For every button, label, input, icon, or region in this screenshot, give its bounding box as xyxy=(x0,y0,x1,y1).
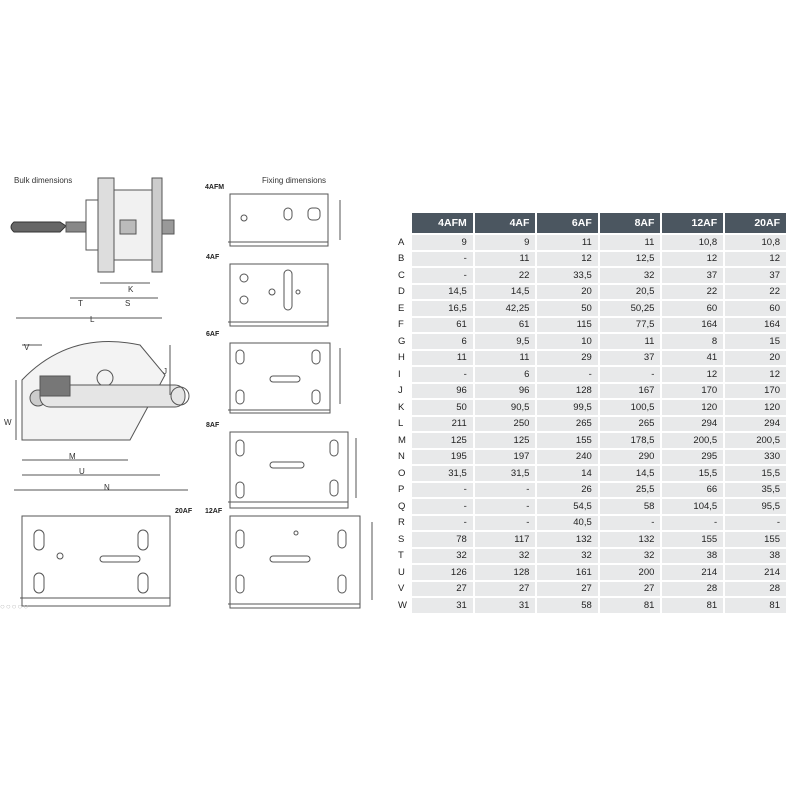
row-label: R xyxy=(398,517,405,529)
table-row xyxy=(390,285,786,300)
table-cell: 27 xyxy=(537,582,597,597)
table-cell: 38 xyxy=(725,549,786,564)
table-row xyxy=(390,235,786,250)
table-cell: 35,5 xyxy=(725,483,786,498)
dim-letter-w: W xyxy=(4,418,12,427)
table-cell: 90,5 xyxy=(475,400,536,415)
fixing-plate-8af xyxy=(228,432,356,508)
table-cell: 96 xyxy=(412,384,473,399)
table-row xyxy=(390,565,786,580)
table-cell: 11 xyxy=(475,351,536,366)
dim-letter-k: K xyxy=(128,285,134,294)
row-label: D xyxy=(398,286,405,298)
column-header: 8AF xyxy=(600,213,661,233)
table-cell: 200 xyxy=(600,565,661,580)
table-cell: 125 xyxy=(475,433,536,448)
table-row xyxy=(390,433,786,448)
table-cell: 14,5 xyxy=(412,285,473,300)
table-cell: 9 xyxy=(412,235,473,250)
row-label: E xyxy=(398,302,405,314)
dim-letter-u: U xyxy=(79,467,85,476)
column-header: 12AF xyxy=(662,213,723,233)
table-cell: 14,5 xyxy=(600,466,661,481)
fixing-plate-4afm xyxy=(228,194,340,246)
dim-letter-t: T xyxy=(78,299,83,308)
table-cell: 32 xyxy=(600,549,661,564)
table-cell: 12 xyxy=(725,252,786,267)
table-cell: 200,5 xyxy=(662,433,723,448)
model-tag-6af: 6AF xyxy=(206,331,220,338)
bulk-dimensions-label: Bulk dimensions xyxy=(14,176,73,185)
table-cell: 22 xyxy=(475,268,536,283)
table-cell: 214 xyxy=(725,565,786,580)
table-row xyxy=(390,516,786,531)
table-cell: 11 xyxy=(537,235,597,250)
dim-letter-n: N xyxy=(104,483,110,492)
table-cell: - xyxy=(600,516,661,531)
table-cell: 155 xyxy=(537,433,597,448)
table-cell: 265 xyxy=(537,417,597,432)
table-cell: 170 xyxy=(725,384,786,399)
table-row xyxy=(390,268,786,283)
model-tag-20af: 20AF xyxy=(175,508,193,515)
table-cell: 58 xyxy=(600,499,661,514)
table-cell: 15,5 xyxy=(725,466,786,481)
table-cell: 99,5 xyxy=(537,400,597,415)
table-cell: 132 xyxy=(537,532,597,547)
table-cell: 117 xyxy=(475,532,536,547)
table-cell: 100,5 xyxy=(600,400,661,415)
table-row xyxy=(390,301,786,316)
table-row xyxy=(390,466,786,481)
table-row xyxy=(390,417,786,432)
row-label: V xyxy=(398,583,405,595)
table-row xyxy=(390,351,786,366)
table-cell: 58 xyxy=(537,598,597,613)
table-cell: 128 xyxy=(537,384,597,399)
row-label: K xyxy=(398,401,405,413)
table-cell: 11 xyxy=(475,252,536,267)
table-cell: 22 xyxy=(662,285,723,300)
table-cell: 37 xyxy=(662,268,723,283)
table-cell: - xyxy=(600,367,661,382)
table-cell: 170 xyxy=(662,384,723,399)
table-cell: 32 xyxy=(475,549,536,564)
table-cell: 96 xyxy=(475,384,536,399)
table-cell: - xyxy=(475,483,536,498)
column-header: 20AF xyxy=(725,213,786,233)
table-cell: - xyxy=(412,252,473,267)
table-cell: 27 xyxy=(600,582,661,597)
table-cell: 294 xyxy=(662,417,723,432)
table-cell: 54,5 xyxy=(537,499,597,514)
table-cell: 31 xyxy=(475,598,536,613)
row-label: F xyxy=(398,319,404,331)
table-cell: 164 xyxy=(725,318,786,333)
table-cell: 167 xyxy=(600,384,661,399)
table-cell: 14,5 xyxy=(475,285,536,300)
table-cell: - xyxy=(412,516,473,531)
fixing-plate-4af xyxy=(228,264,328,326)
dim-letter-s: S xyxy=(125,299,131,308)
table-cell: 81 xyxy=(725,598,786,613)
model-tag-4af: 4AF xyxy=(206,254,220,261)
table-row xyxy=(390,483,786,498)
table-row xyxy=(390,384,786,399)
table-header-row xyxy=(390,213,786,233)
table-row xyxy=(390,367,786,382)
table-cell: 290 xyxy=(600,450,661,465)
row-label: G xyxy=(398,335,406,347)
table-cell: 16,5 xyxy=(412,301,473,316)
table-cell: 20 xyxy=(725,351,786,366)
table-cell: 27 xyxy=(475,582,536,597)
table-cell: 120 xyxy=(662,400,723,415)
table-cell: 10,8 xyxy=(662,235,723,250)
table-cell: 12 xyxy=(537,252,597,267)
row-label: N xyxy=(398,451,405,463)
table-cell: 42,25 xyxy=(475,301,536,316)
table-cell: 78 xyxy=(412,532,473,547)
dim-letter-j: J xyxy=(163,367,167,376)
table-cell: - xyxy=(662,516,723,531)
table-cell: 32 xyxy=(600,268,661,283)
fixing-plate-6af xyxy=(228,343,340,413)
table-cell: 50,25 xyxy=(600,301,661,316)
model-tag-8af: 8AF xyxy=(206,422,220,429)
table-cell: 155 xyxy=(725,532,786,547)
table-cell: 14 xyxy=(537,466,597,481)
dim-letter-m: M xyxy=(69,452,76,461)
table-cell: 37 xyxy=(725,268,786,283)
table-cell: 120 xyxy=(725,400,786,415)
table-cell: 15 xyxy=(725,334,786,349)
row-label: L xyxy=(398,418,404,430)
table-cell: 81 xyxy=(662,598,723,613)
table-cell: 164 xyxy=(662,318,723,333)
table-cell: - xyxy=(412,367,473,382)
table-cell: 38 xyxy=(662,549,723,564)
row-label: M xyxy=(398,434,406,446)
table-body xyxy=(390,235,786,613)
winch-side-view xyxy=(11,178,174,318)
table-row xyxy=(390,318,786,333)
table-corner xyxy=(390,213,410,233)
table-cell: 32 xyxy=(412,549,473,564)
dim-letter-l: L xyxy=(90,315,95,324)
table-row xyxy=(390,549,786,564)
winch-front-view xyxy=(14,342,189,490)
table-cell: 27 xyxy=(412,582,473,597)
table-cell: - xyxy=(475,499,536,514)
fixing-plate-12af xyxy=(228,516,372,608)
table-cell: 8 xyxy=(662,334,723,349)
column-header: 6AF xyxy=(537,213,597,233)
table-cell: 9,5 xyxy=(475,334,536,349)
table-cell: 200,5 xyxy=(725,433,786,448)
table-cell: 66 xyxy=(662,483,723,498)
table-cell: 37 xyxy=(600,351,661,366)
table-cell: 161 xyxy=(537,565,597,580)
table-cell: 29 xyxy=(537,351,597,366)
table-cell: 81 xyxy=(600,598,661,613)
table-cell: 61 xyxy=(475,318,536,333)
table-row xyxy=(390,499,786,514)
table-cell: 25,5 xyxy=(600,483,661,498)
table-cell: 60 xyxy=(662,301,723,316)
table-cell: - xyxy=(412,499,473,514)
row-label: I xyxy=(398,368,401,380)
table-cell: 60 xyxy=(725,301,786,316)
table-cell: 12 xyxy=(725,367,786,382)
table-cell: 104,5 xyxy=(662,499,723,514)
table-cell: 12,5 xyxy=(600,252,661,267)
table-cell: 214 xyxy=(662,565,723,580)
row-label: W xyxy=(398,599,407,611)
table-row xyxy=(390,598,786,613)
table-cell: 33,5 xyxy=(537,268,597,283)
row-label: C xyxy=(398,269,405,281)
table-cell: 50 xyxy=(537,301,597,316)
row-label: Q xyxy=(398,500,406,512)
table-cell: 11 xyxy=(412,351,473,366)
table-cell: 22 xyxy=(725,285,786,300)
dimensions-table xyxy=(388,211,788,615)
row-label: S xyxy=(398,533,405,545)
table-cell: 77,5 xyxy=(600,318,661,333)
table-cell: 6 xyxy=(412,334,473,349)
table-cell: 128 xyxy=(475,565,536,580)
row-label: A xyxy=(398,236,405,248)
table-cell: 95,5 xyxy=(725,499,786,514)
row-label: O xyxy=(398,467,406,479)
table-cell: 330 xyxy=(725,450,786,465)
row-label: B xyxy=(398,253,405,265)
table-row xyxy=(390,450,786,465)
table-cell: 20,5 xyxy=(600,285,661,300)
table-row xyxy=(390,532,786,547)
table-cell: - xyxy=(412,483,473,498)
row-label: J xyxy=(398,385,403,397)
table-cell: 197 xyxy=(475,450,536,465)
base-plate-20af xyxy=(20,516,170,606)
table-cell: 31,5 xyxy=(412,466,473,481)
table-cell: 265 xyxy=(600,417,661,432)
table-cell: 11 xyxy=(600,235,661,250)
table-cell: 195 xyxy=(412,450,473,465)
table-cell: 211 xyxy=(412,417,473,432)
table-cell: 155 xyxy=(662,532,723,547)
table-cell: 26 xyxy=(537,483,597,498)
table-cell: 6 xyxy=(475,367,536,382)
table-cell: 125 xyxy=(412,433,473,448)
row-label: P xyxy=(398,484,405,496)
table-cell: 15,5 xyxy=(662,466,723,481)
table-cell: 31,5 xyxy=(475,466,536,481)
table-cell: 11 xyxy=(600,334,661,349)
table-cell: 178,5 xyxy=(600,433,661,448)
table-cell: 12 xyxy=(662,367,723,382)
table-cell: 10 xyxy=(537,334,597,349)
table-row xyxy=(390,334,786,349)
watermark: ○○○○○ xyxy=(0,602,30,611)
table-cell: 20 xyxy=(537,285,597,300)
table-cell: - xyxy=(725,516,786,531)
fixing-dimensions-label: Fixing dimensions xyxy=(262,176,327,185)
column-header: 4AF xyxy=(475,213,536,233)
model-tag-4afm: 4AFM xyxy=(205,184,225,191)
row-label: H xyxy=(398,352,405,364)
row-label: T xyxy=(398,550,404,562)
table-cell: 40,5 xyxy=(537,516,597,531)
table-cell: - xyxy=(412,268,473,283)
table-cell: 295 xyxy=(662,450,723,465)
table-cell: 115 xyxy=(537,318,597,333)
table-row xyxy=(390,252,786,267)
table-cell: 10,8 xyxy=(725,235,786,250)
table-cell: 240 xyxy=(537,450,597,465)
table-cell: - xyxy=(537,367,597,382)
table-cell: 294 xyxy=(725,417,786,432)
column-header: 4AFM xyxy=(412,213,473,233)
table-cell: - xyxy=(475,516,536,531)
table-row xyxy=(390,400,786,415)
table-cell: 132 xyxy=(600,532,661,547)
table-cell: 31 xyxy=(412,598,473,613)
dim-letter-v: V xyxy=(24,343,30,352)
model-tag-12af: 12AF xyxy=(205,508,223,515)
table-cell: 28 xyxy=(725,582,786,597)
table-cell: 41 xyxy=(662,351,723,366)
table-cell: 61 xyxy=(412,318,473,333)
table-cell: 126 xyxy=(412,565,473,580)
table-cell: 12 xyxy=(662,252,723,267)
table-cell: 250 xyxy=(475,417,536,432)
table-cell: 50 xyxy=(412,400,473,415)
table-cell: 32 xyxy=(537,549,597,564)
row-label: U xyxy=(398,566,405,578)
table-cell: 28 xyxy=(662,582,723,597)
table-cell: 9 xyxy=(475,235,536,250)
table-row xyxy=(390,582,786,597)
